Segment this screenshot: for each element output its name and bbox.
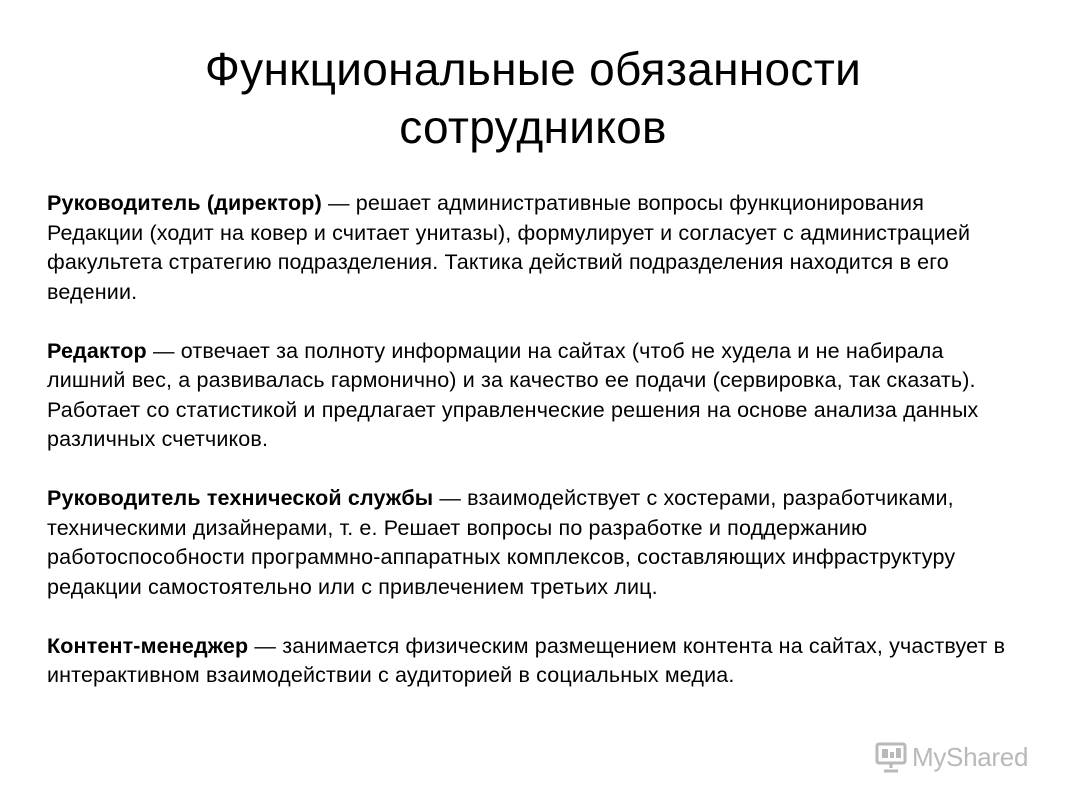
desc-content-manager: — занимается физическим размещением контента на сайтах, участвует в интерактивном взаимодействии с аудиторией в социальных медиа. <box>47 633 1006 687</box>
term-director: Руководитель (директор) <box>47 191 322 215</box>
paragraph-content-manager <box>47 632 1007 691</box>
presentation-board-icon <box>874 740 908 774</box>
paragraph-editor <box>47 337 1007 455</box>
myshared-watermark <box>874 737 1034 777</box>
term-editor: Редактор <box>47 338 147 363</box>
slide-body <box>47 189 1007 720</box>
desc-director: — решает административные вопросы функционирования Редакции (ходит на ковер и считает унитазы), формулирует и согласует с администрацией факультета стратегию подразделения. Тактика действий подразделения находится в его ведении. <box>47 191 971 304</box>
title-line-2: сотрудников <box>399 101 667 153</box>
title-line-1: Функциональные обязанности <box>204 43 862 95</box>
term-tech-lead: Руководитель технической службы <box>47 486 434 510</box>
paragraph-director <box>47 189 1007 307</box>
desc-tech-lead: — взаимодействует с хостерами, разработчиками, техническими дизайнерами, т. е. Решает вопросы по разработке и поддержанию работоспособности программно-аппаратных комплексов, составляющих инфраструктуру редакции самостоятельно или с привлечением третьих лиц. <box>47 486 956 599</box>
term-content-manager: Контент-менеджер <box>47 633 249 658</box>
slide-title <box>60 40 1006 156</box>
desc-editor: — отвечает за полноту информации на сайтах (чтоб не худела и не набирала лишний вес, а развивалась гармонично) и за качество ее подачи (сервировка, так сказать). Работает со статистикой и предлагает управленческие решения на основе анализа данных различных счетчиков. <box>47 338 979 451</box>
paragraph-tech-lead <box>47 484 1007 602</box>
watermark-text: MyShared <box>912 741 1029 772</box>
